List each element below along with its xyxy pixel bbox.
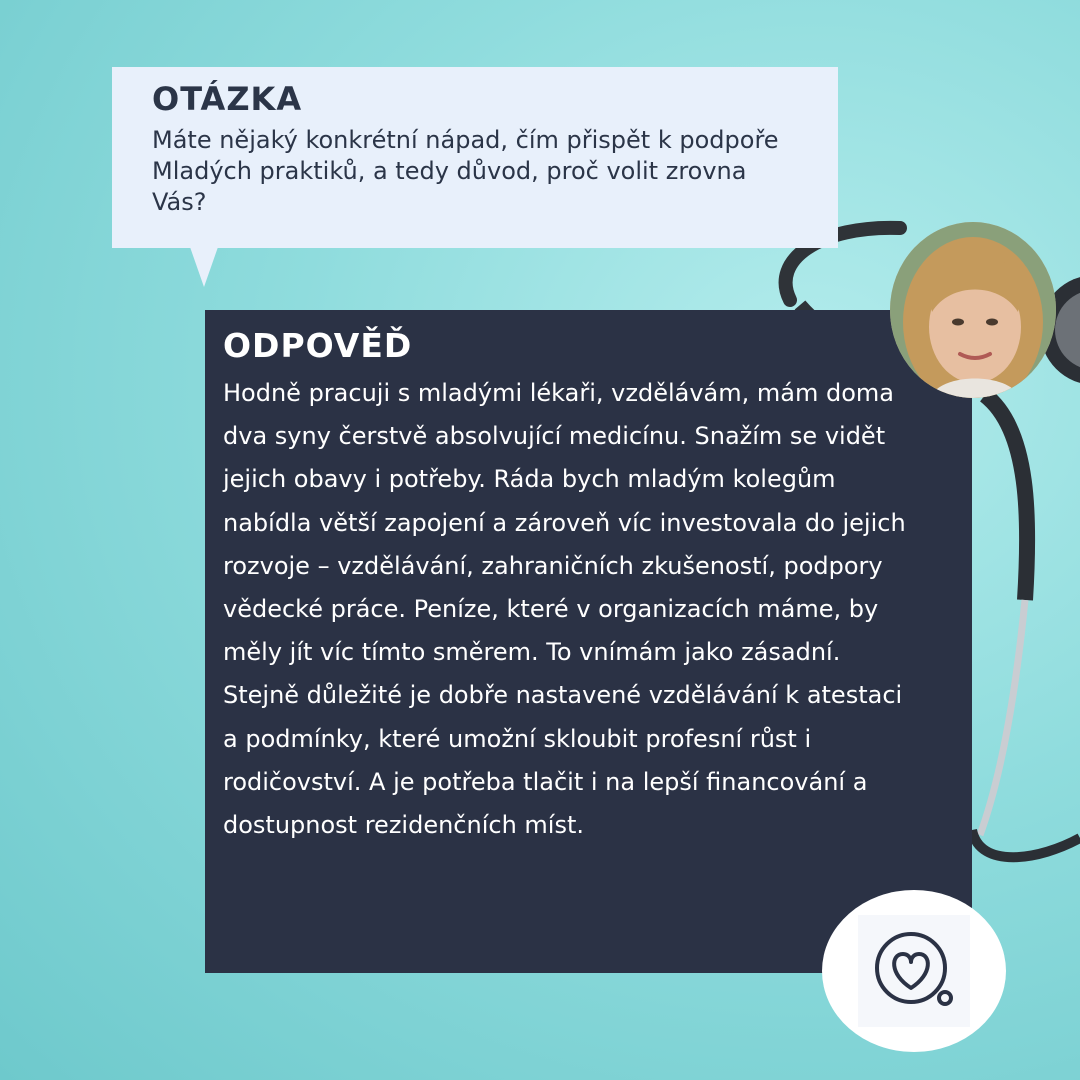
woman-portrait-icon [890,222,1056,398]
answer-text: Hodně pracuji s mladými lékaři, vzdělávám, mám doma dva syny čerstvě absolvující medicínu. Snažím se vidět jejich obavy i potřeby. Ráda bych mladým kolegům nabídla větší zapojení a zároveň víc investovala do jejich rozvoje – vzdělávání, zahraničních zkušeností, podpory vědecké práce. Peníze, které v organizacích máme, by měly jít víc tímto směrem. To vnímám jako zásadní. Stejně důležité je dobře nastavené vzdělávání k atestaci a podmínky, které umožní skloubit profesní růst i rodičovství. A je potřeba tlačit i na lepší financování a dostupnost rezidenčních míst. [223,379,906,840]
answer-box [205,310,972,973]
question-text: Máte nějaký konkrétní nápad, čím přispět k podpoře Mladých praktiků, a tedy důvod, proč volit zrovna Vás? [152,126,779,216]
logo-tile [858,915,970,1027]
question-bubble [112,67,838,248]
heart-stethoscope-icon [869,926,959,1016]
question-bubble-tail [190,247,218,287]
question-heading: OTÁZKA [152,80,303,118]
answer-heading: ODPOVĚĎ [223,326,413,365]
avatar [890,222,1056,398]
logo-badge [822,890,1006,1052]
